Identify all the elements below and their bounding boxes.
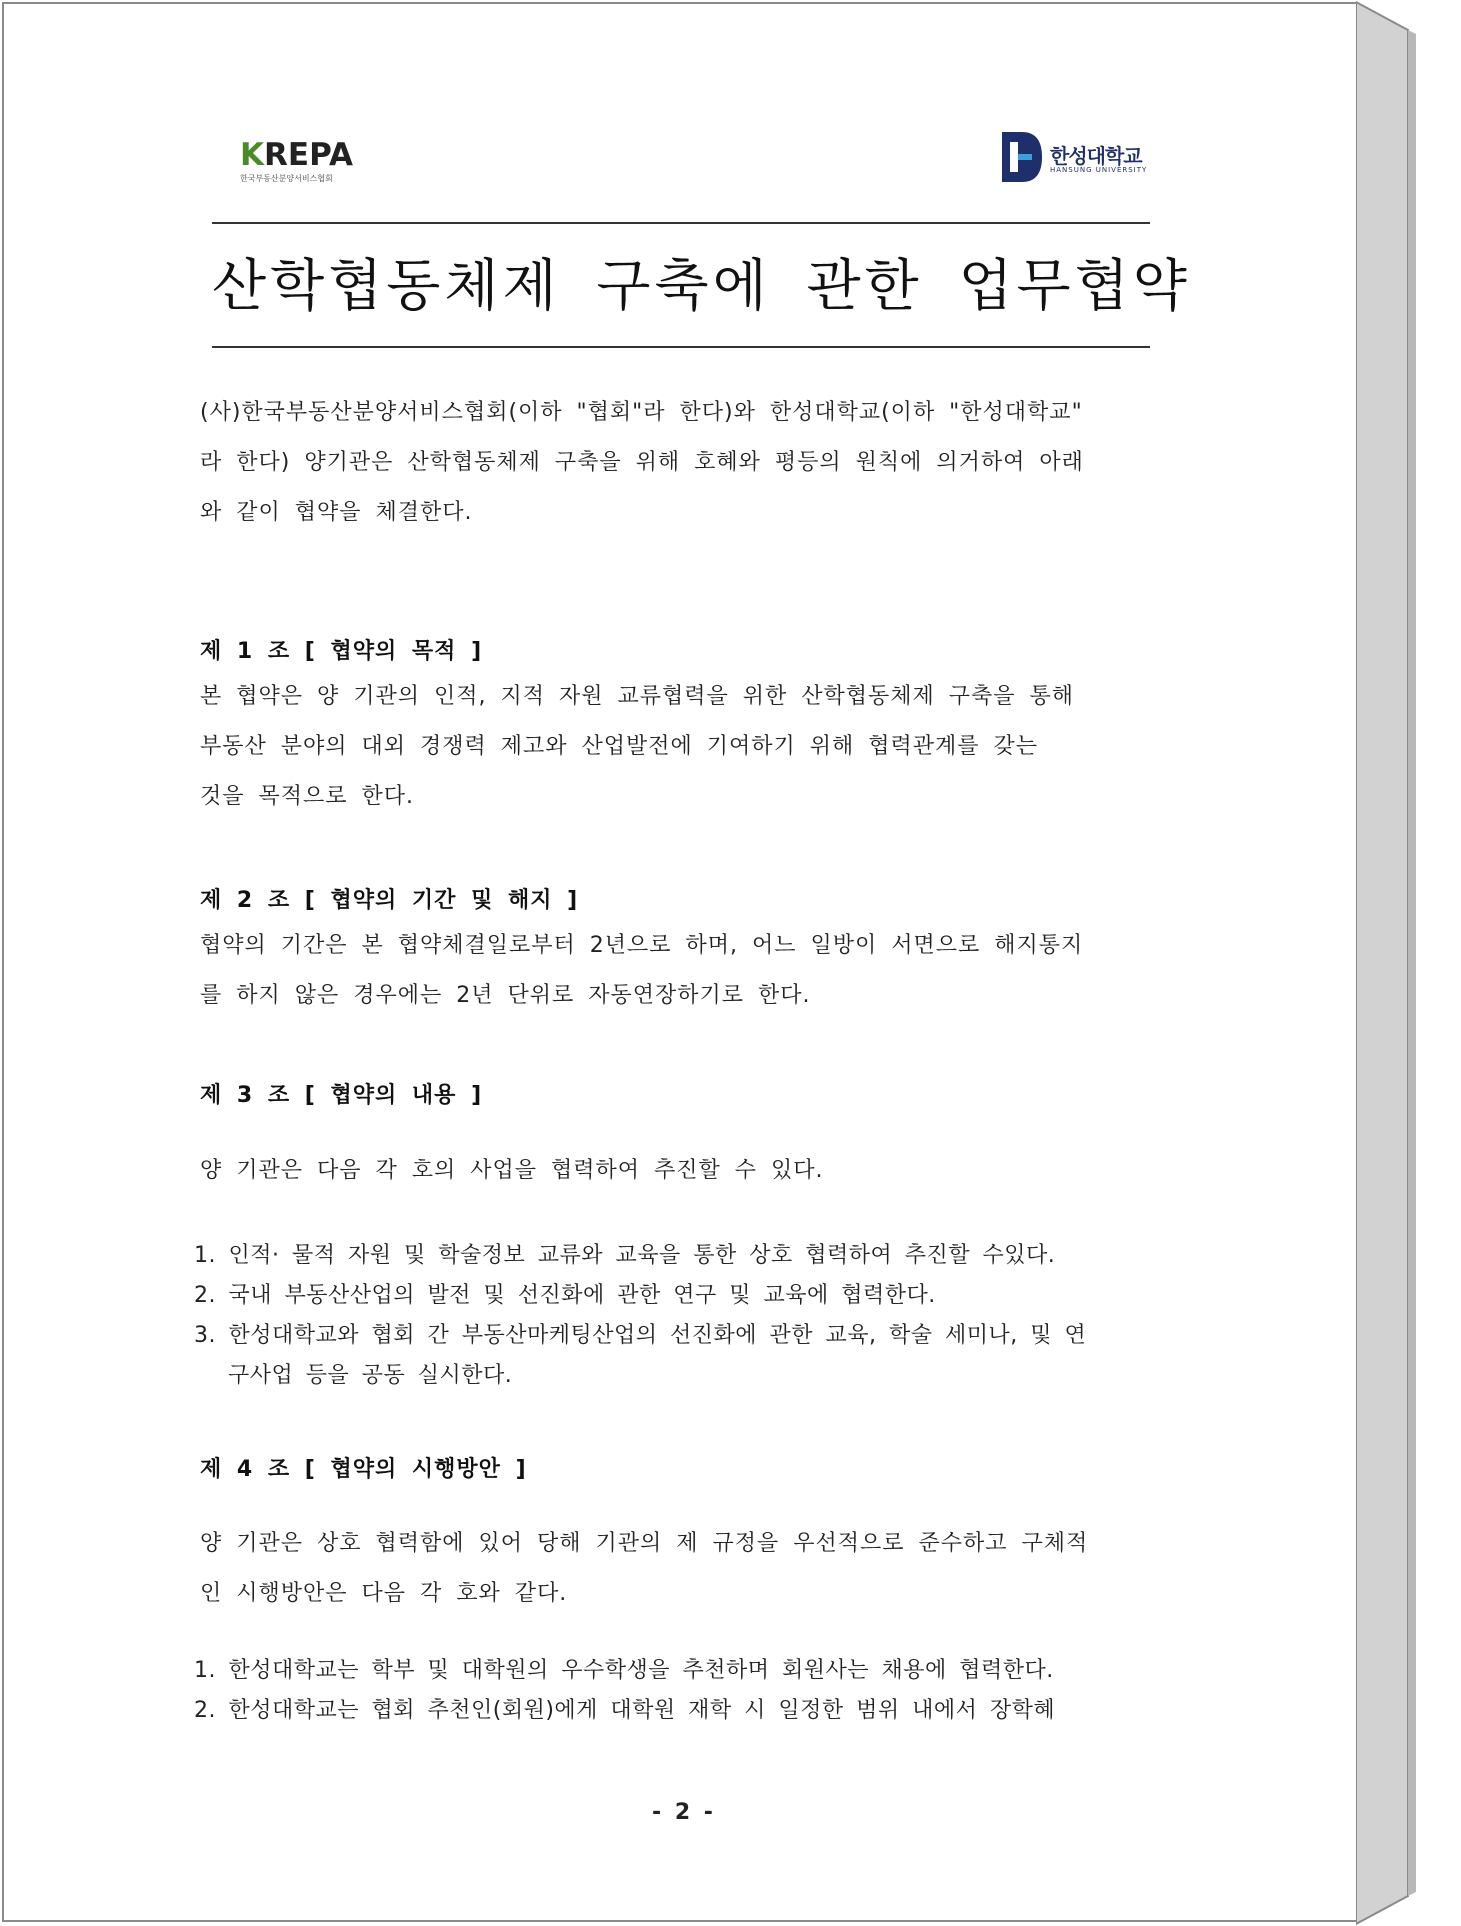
list-item: 2. 국내 부동산산업의 발전 및 선진화에 관한 연구 및 교육에 협력한다.: [194, 1283, 936, 1308]
article-4-heading: 제 4 조 [ 협약의 시행방안 ]: [200, 1457, 527, 1482]
article-line: 양 기관은 다음 각 호의 사업을 협력하여 추진할 수 있다.: [200, 1158, 824, 1183]
hansung-university-logo: [998, 128, 1168, 188]
article-line: 본 협약은 양 기관의 인적, 지적 자원 교류협력을 위한 산학협동체제 구축을 통해: [200, 684, 1074, 709]
krepa-logo: [240, 138, 370, 190]
article-1-body: [200, 672, 1170, 822]
article-2-heading: 제 2 조 [ 협약의 기간 및 해지 ]: [200, 888, 579, 913]
intro-paragraph: [200, 388, 1170, 538]
page-stack-edge: [1356, 0, 1461, 1926]
article-line: 것을 목적으로 한다.: [200, 784, 414, 809]
list-item: 3. 한성대학교와 협회 간 부동산마케팅산업의 선진화에 관한 교육, 학술 세미나, 및 연: [194, 1323, 1087, 1348]
document-title: 산학협동체제 구축에 관한 업무협약: [212, 254, 1191, 319]
krepa-logo-name: KREPA: [240, 137, 353, 173]
intro-line: 라 한다) 양기관은 산학협동체제 구축을 위해 호혜와 평등의 원칙에 의거하여 아래: [200, 450, 1084, 475]
hansung-logo-subtitle: HANSUNG UNIVERSITY: [1050, 166, 1148, 174]
list-item: 1. 한성대학교는 학부 및 대학원의 우수학생을 추천하며 회원사는 채용에 협력한다.: [194, 1658, 1054, 1683]
article-line: 부동산 분야의 대외 경쟁력 제고와 산업발전에 기여하기 위해 협력관계를 갖는: [200, 734, 1039, 759]
article-4-body: [200, 1519, 1170, 1619]
article-line: 를 하지 않은 경우에는 2년 단위로 자동연장하기로 한다.: [200, 983, 811, 1008]
article-3-body: [200, 1146, 1170, 1196]
title-rule-bottom: [212, 346, 1150, 348]
hansung-emblem-icon: [998, 128, 1046, 186]
article-line: 인 시행방안은 다음 각 호와 같다.: [200, 1581, 568, 1606]
intro-line: (사)한국부동산분양서비스협회(이하 "협회"라 한다)와 한성대학교(이하 "한성대학교": [200, 400, 1083, 425]
list-item: 2. 한성대학교는 협회 추천인(회원)에게 대학원 재학 시 일정한 범위 내에서 장학혜: [194, 1698, 1056, 1723]
article-2-body: [200, 921, 1170, 1021]
page-curl-shadow-icon: [1356, 0, 1461, 1926]
article-line: 양 기관은 상호 협력함에 있어 당해 기관의 제 규정을 우선적으로 준수하고 구체적: [200, 1531, 1089, 1556]
article-3-heading: 제 3 조 [ 협약의 내용 ]: [200, 1083, 483, 1108]
article-line: 협약의 기간은 본 협약체결일로부터 2년으로 하며, 어느 일방이 서면으로 해지통지: [200, 933, 1084, 958]
article-1-heading: 제 1 조 [ 협약의 목적 ]: [200, 639, 483, 664]
article-4-list: [194, 1651, 1174, 1731]
list-item-continuation: 구사업 등을 공동 실시한다.: [228, 1363, 513, 1388]
title-rule-top: [212, 222, 1150, 224]
list-item: 1. 인적· 물적 자원 및 학술정보 교류와 교육을 통한 상호 협력하여 추진할 수있다.: [194, 1243, 1056, 1268]
hansung-logo-name: 한성대학교: [1050, 144, 1142, 168]
krepa-logo-subtitle: 한국부동산분양서비스협회: [240, 174, 333, 183]
intro-line: 와 같이 협약을 체결한다.: [200, 500, 473, 525]
document-page: [2, 2, 1358, 1922]
page-number: - 2 -: [652, 1800, 716, 1825]
article-3-list: [194, 1236, 1174, 1396]
